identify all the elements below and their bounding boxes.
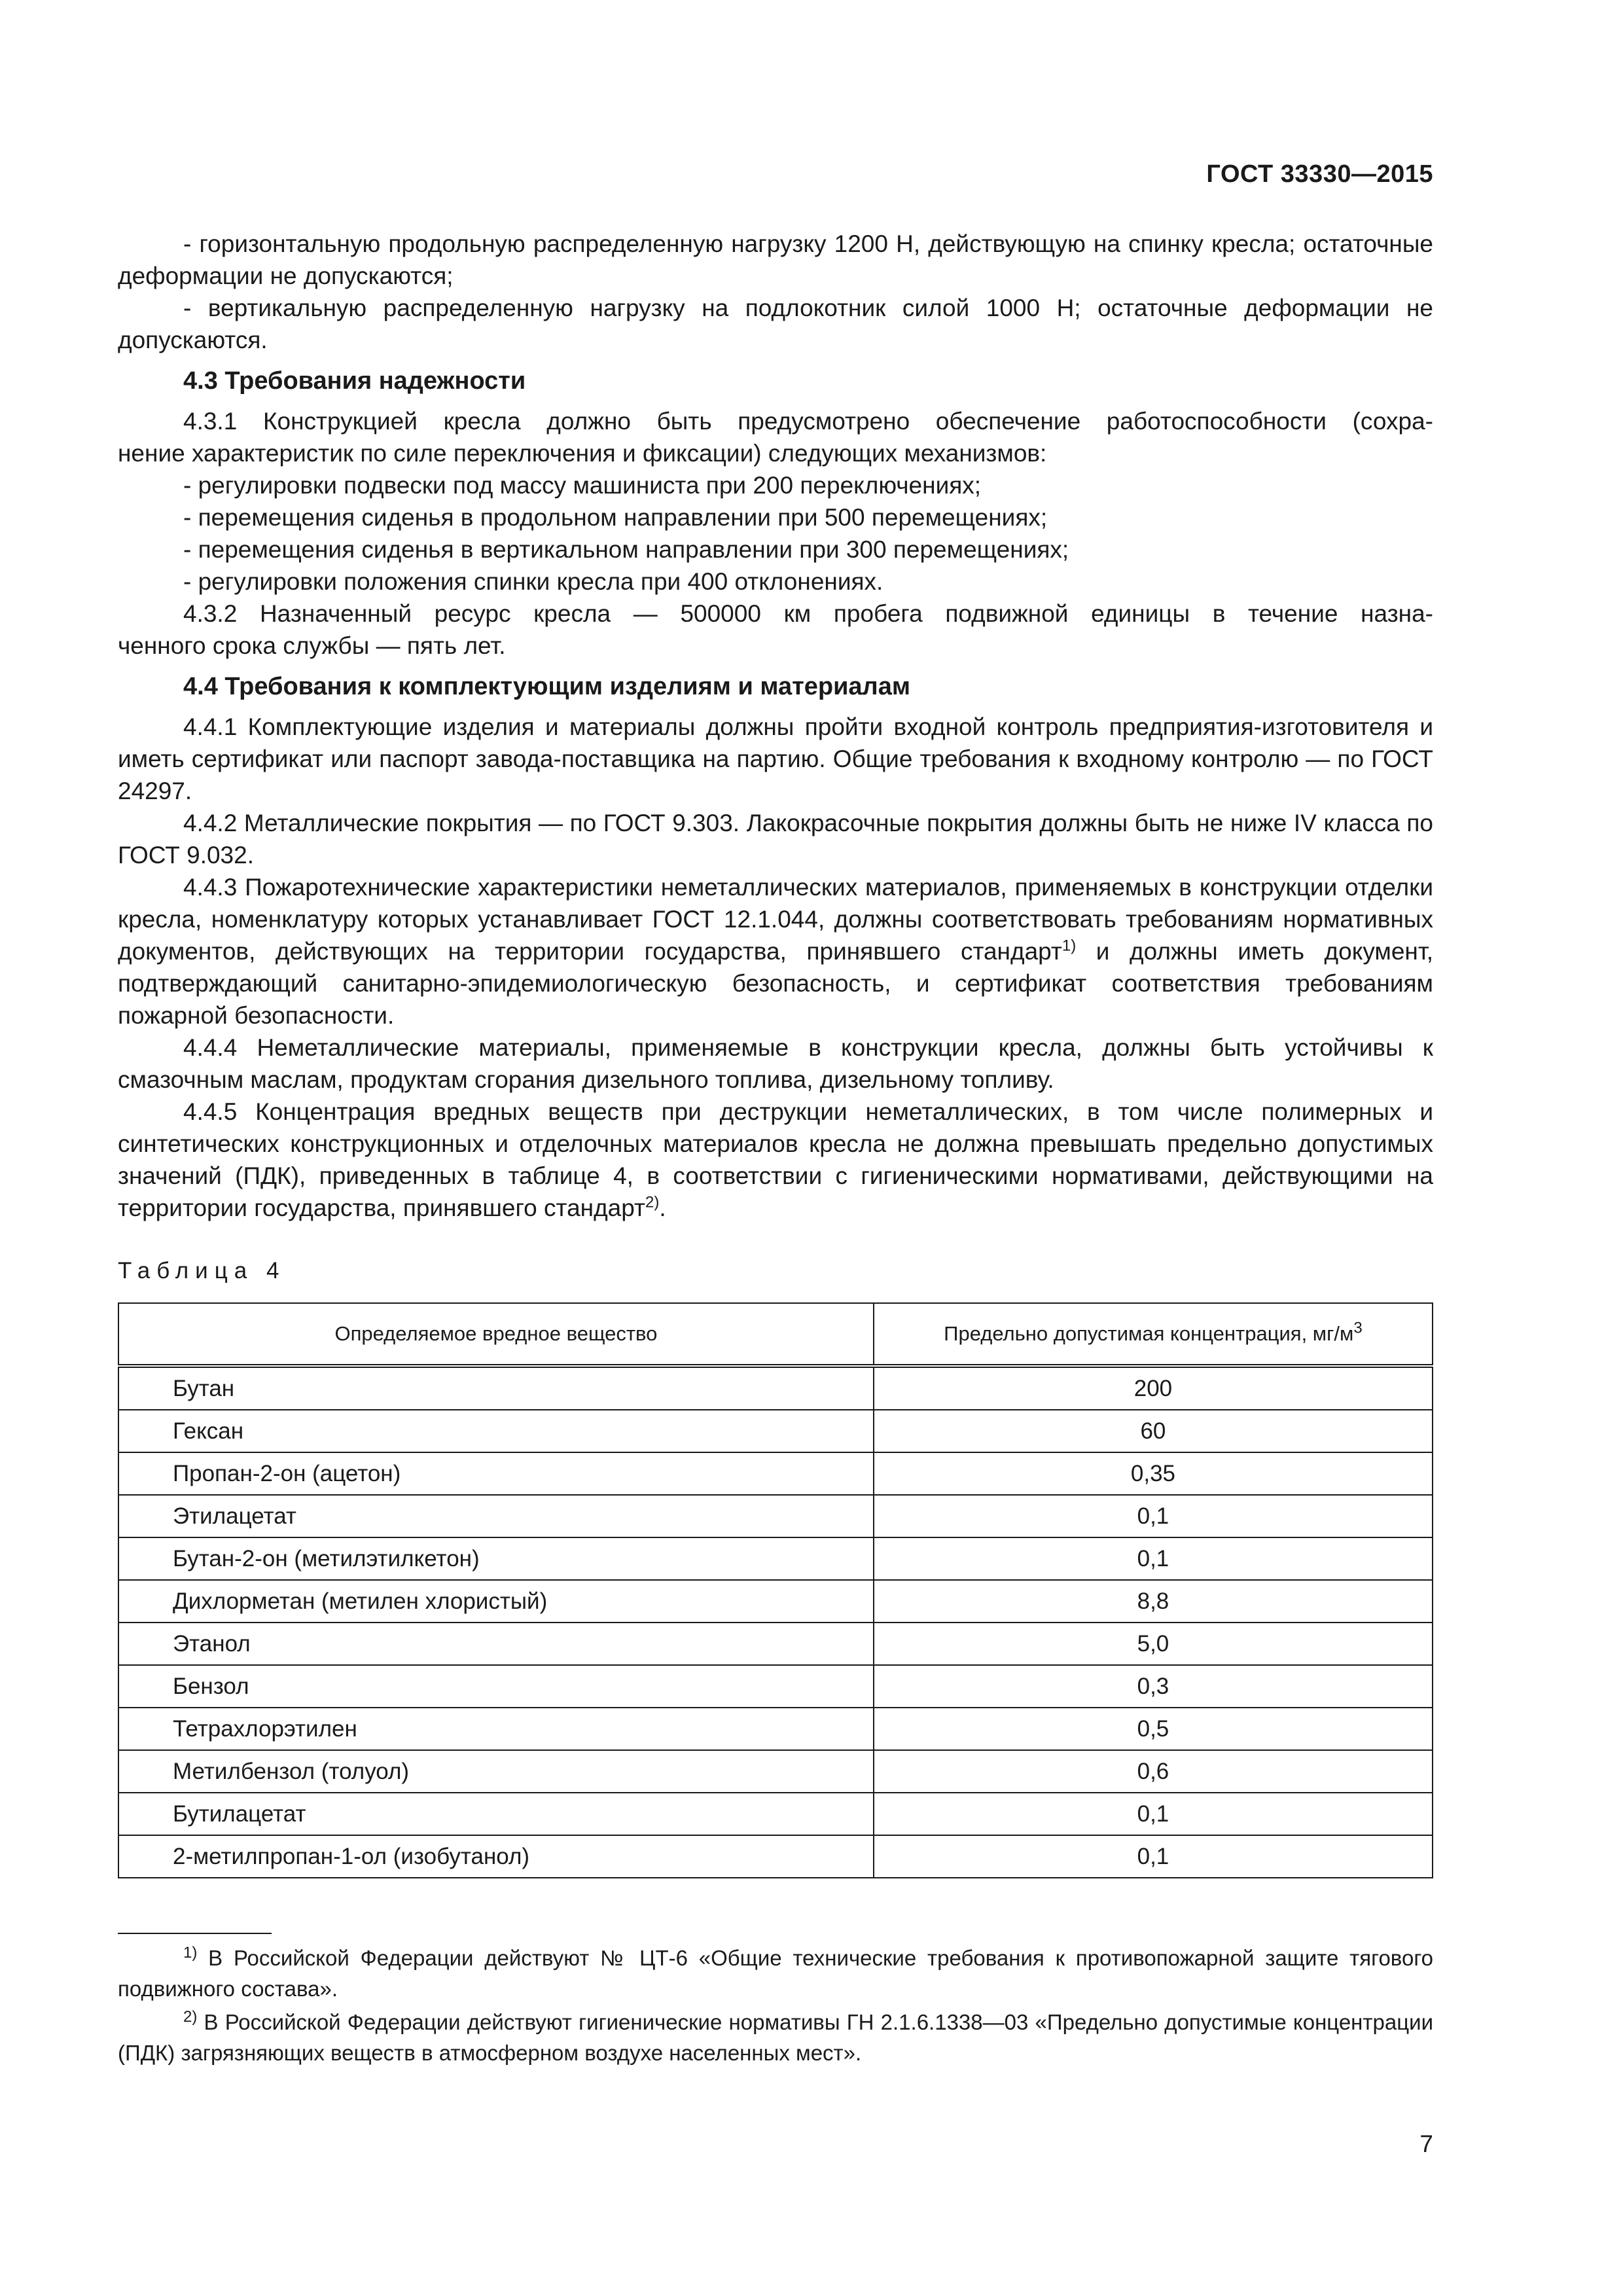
table-row (118, 1793, 1433, 1835)
list-item: - перемещения сиденья в продольном направлении при 500 перемещениях; (183, 504, 1048, 531)
limit-cell: 0,1 (874, 1495, 1433, 1537)
limit-cell: 0,1 (874, 1537, 1433, 1580)
section-heading: 4.4 Требования к комплектующим изделиям и материалам (183, 673, 910, 700)
text-line: ченного срока службы — пять лет. (118, 632, 506, 659)
list-item: - перемещения сиденья в вертикальном направлении при 300 перемещениях; (183, 536, 1069, 563)
limit-cell: 5,0 (874, 1623, 1433, 1665)
limit-cell: 0,3 (874, 1665, 1433, 1708)
table-row (118, 1623, 1433, 1665)
table-row (118, 1835, 1433, 1878)
footnote-separator (118, 1933, 272, 1934)
paragraph (118, 1096, 1433, 1224)
limit-cell: 60 (874, 1410, 1433, 1452)
column-header-substance: Определяемое вредное вещество (118, 1303, 874, 1366)
substance-cell: Бутан-2-он (метилэтилкетон) (118, 1537, 874, 1580)
substance-cell: Бутилацетат (118, 1793, 874, 1835)
table-row (118, 1366, 1433, 1410)
list-item: - регулировки подвески под массу машиниста при 200 переключениях; (183, 472, 982, 499)
footnote-text: В Российской Федерации действуют № ЦТ-6 «Общие технические требования к противопожарной защите тягового подвижного состава». (118, 1946, 1433, 2001)
limit-cell: 200 (874, 1366, 1433, 1410)
substance-limits-table (118, 1302, 1433, 1878)
table-row (118, 1537, 1433, 1580)
paragraph: - вертикальную распределенную нагрузку на подлокотник силой 1000 Н; остаточные деформации не допускаются. (118, 295, 1433, 353)
footnote-mark: 2) (183, 2008, 198, 2026)
substance-cell: Метилбензол (толуол) (118, 1750, 874, 1793)
limit-cell: 0,1 (874, 1793, 1433, 1835)
paragraph: 4.4.4 Неметаллические материалы, применяемые в конструкции кресла, должны быть устойчивы к смазочным маслам, продуктам сгорания дизельного топлива, дизельному топливу. (118, 1034, 1433, 1093)
limit-cell: 0,6 (874, 1750, 1433, 1793)
list-item: - регулировки положения спинки кресла при 400 отклонениях. (183, 568, 883, 595)
text-run: 4.4.3 Пожаротехнические характеристики неметаллических материалов, применяемых в конструкции отделки кресла, номенклатуру которых устанавливает ГОСТ 12.1.044, должны соответствовать требованиям нормативных документов, действующих на территории государства, принявшего стандарт (118, 874, 1433, 965)
text-run: 4.4.5 Концентрация вредных веществ при деструкции неметаллических, в том числе полимерных и синтетических конструкционных и отделочных материалов кресла не должна превышать предельно допустимых значений (ПДК), приведенных в таблице 4, в соответствии с гигиеническими нормативами, действующими на территории государства, принявшего стандарт (118, 1098, 1433, 1221)
table-row (118, 1750, 1433, 1793)
table-row (118, 1665, 1433, 1708)
paragraph: 4.4.1 Комплектующие изделия и материалы должны пройти входной контроль предприятия-изготовителя и иметь сертификат или паспорт завода-поставщика на партию. Общие требования к входному контролю — по ГОСТ 24297. (118, 713, 1433, 804)
section-heading: 4.3 Требования надежности (183, 367, 526, 395)
substance-cell: Этилацетат (118, 1495, 874, 1537)
footnote-ref: 1) (1061, 937, 1077, 955)
unit-exponent: 3 (1353, 1319, 1363, 1337)
paragraph: 4.4.2 Металлические покрытия — по ГОСТ 9.303. Лакокрасочные покрытия должны быть не ниже IV класса по ГОСТ 9.032. (118, 810, 1433, 869)
document-designation: ГОСТ 33330—2015 (1206, 160, 1433, 188)
limit-cell: 8,8 (874, 1580, 1433, 1623)
table-row (118, 1452, 1433, 1495)
paragraph (118, 871, 1433, 1031)
substance-cell: Бутан (118, 1366, 874, 1410)
substance-cell: Гексан (118, 1410, 874, 1452)
text-run: . (659, 1194, 666, 1221)
text-line: нение характеристик по силе переключения и фиксации) следующих механизмов: (118, 440, 1047, 467)
footnote-text: В Российской Федерации действуют гигиенические нормативы ГН 2.1.6.1338—03 «Предельно допустимые концентрации (ПДК) загрязняющих веществ в атмосферном воздухе населенных мест». (118, 2010, 1433, 2065)
table-row (118, 1580, 1433, 1623)
text-line: 4.3.1 Конструкцией кресла должно быть предусмотрено обеспечение работоспособности (сохра- (183, 408, 1433, 435)
header-text: Предельно допустимая концентрация, мг/м (944, 1322, 1354, 1345)
page-number: 7 (1419, 2130, 1433, 2157)
paragraph (118, 598, 1433, 662)
text-run: и должны иметь документ, подтверждающий санитарно-эпидемиологическую безопасность, и сертификат соответствия требованиям пожарной безопасности. (118, 938, 1433, 1029)
table-header-row (118, 1303, 1433, 1366)
footnote (118, 1943, 1433, 2004)
table-row (118, 1708, 1433, 1750)
substance-cell: Тетрахлорэтилен (118, 1708, 874, 1750)
limit-cell: 0,35 (874, 1452, 1433, 1495)
footnote (118, 2007, 1433, 2068)
substance-cell: Дихлорметан (метилен хлористый) (118, 1580, 874, 1623)
footnote-mark: 1) (183, 1944, 198, 1962)
paragraph: - горизонтальную продольную распределенную нагрузку 1200 Н, действующую на спинку кресла; остаточные деформации не допускаются; (118, 230, 1433, 289)
table-row (118, 1410, 1433, 1452)
substance-cell: Этанол (118, 1623, 874, 1665)
footnote-ref: 2) (645, 1193, 660, 1211)
limit-cell: 0,5 (874, 1708, 1433, 1750)
text-line: 4.3.2 Назначенный ресурс кресла — 500000 км пробега подвижной единицы в течение назна- (183, 600, 1433, 627)
substance-cell: 2-метилпропан-1-ол (изобутанол) (118, 1835, 874, 1878)
table-row (118, 1495, 1433, 1537)
table-caption: Таблица 4 (118, 1258, 286, 1283)
column-header-limit (874, 1303, 1433, 1366)
limit-cell: 0,1 (874, 1835, 1433, 1878)
substance-cell: Бензол (118, 1665, 874, 1708)
paragraph (118, 405, 1433, 469)
main-text (118, 228, 1433, 1224)
footnotes (118, 1943, 1433, 2071)
substance-cell: Пропан-2-он (ацетон) (118, 1452, 874, 1495)
